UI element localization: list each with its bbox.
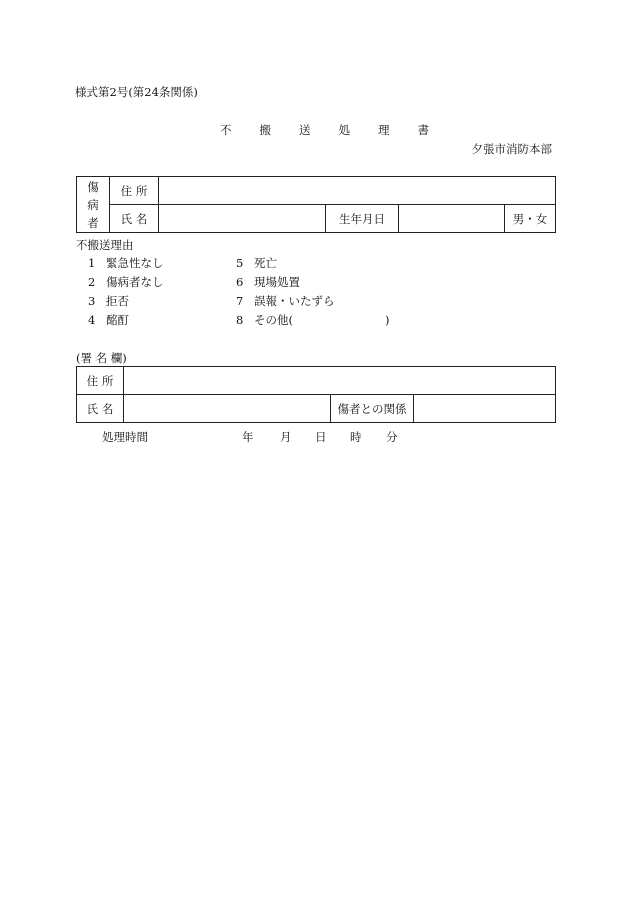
group-char: 病 bbox=[87, 197, 99, 212]
signer-name-field[interactable] bbox=[124, 395, 331, 423]
day-label: 日 bbox=[315, 430, 327, 444]
patient-name-label: 氏 名 bbox=[110, 205, 159, 233]
month-label: 月 bbox=[280, 430, 292, 444]
reason-item: 5 死亡 bbox=[236, 256, 277, 270]
dob-label: 生年月日 bbox=[326, 205, 399, 233]
form-number: 様式第2号(第24条関係) bbox=[75, 85, 198, 99]
patient-address-label: 住 所 bbox=[110, 177, 159, 205]
title-char: 処 bbox=[338, 123, 350, 137]
department-name: 夕張市消防本部 bbox=[471, 142, 552, 156]
relation-label: 傷者との関係 bbox=[331, 395, 414, 423]
reason-item: 7 誤報・いたずら bbox=[236, 294, 335, 308]
hour-label: 時 bbox=[350, 430, 362, 444]
signature-section-label: (署 名 欄) bbox=[76, 351, 127, 365]
relation-field[interactable] bbox=[414, 395, 556, 423]
patient-name-field[interactable] bbox=[159, 205, 326, 233]
group-char: 傷 bbox=[87, 179, 99, 194]
processing-time-label: 処理時間 bbox=[102, 430, 148, 444]
patient-table bbox=[76, 176, 556, 233]
reason-item: 2 傷病者なし bbox=[88, 275, 164, 289]
reason-item: 1 緊急性なし bbox=[88, 256, 164, 270]
reason-item: 3 拒否 bbox=[88, 294, 129, 308]
title-char: 搬 bbox=[259, 123, 271, 137]
signer-address-field[interactable] bbox=[124, 367, 556, 395]
signature-table bbox=[76, 366, 556, 423]
signer-address-label: 住 所 bbox=[77, 367, 124, 395]
reason-item: 6 現場処置 bbox=[236, 275, 300, 289]
signer-name-label: 氏 名 bbox=[77, 395, 124, 423]
title-char: 理 bbox=[378, 123, 390, 137]
reason-item: 8 その他( ) bbox=[236, 313, 390, 327]
patient-address-field[interactable] bbox=[159, 177, 556, 205]
document-title bbox=[220, 122, 429, 138]
title-char: 送 bbox=[299, 123, 311, 137]
reason-title: 不搬送理由 bbox=[76, 238, 134, 252]
title-char: 不 bbox=[220, 123, 232, 137]
sex-field[interactable]: 男・女 bbox=[505, 205, 556, 233]
year-label: 年 bbox=[242, 430, 254, 444]
minute-label: 分 bbox=[386, 430, 398, 444]
dob-field[interactable] bbox=[399, 205, 505, 233]
group-char: 者 bbox=[87, 215, 99, 230]
patient-group-label bbox=[77, 177, 110, 233]
title-char: 書 bbox=[417, 123, 429, 137]
reason-item: 4 酩酊 bbox=[88, 313, 129, 327]
